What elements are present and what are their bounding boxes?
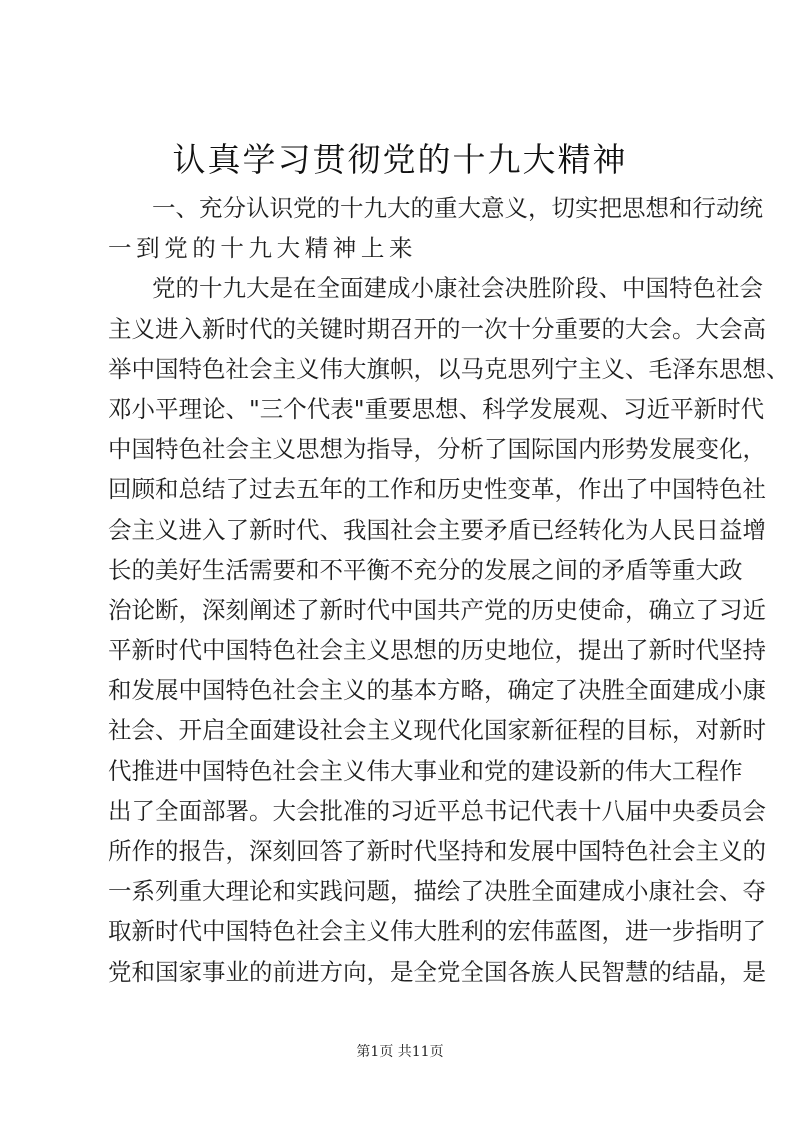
paragraph-line: 党的十九大是在全面建成小康社会决胜阶段、中国特色社会 xyxy=(152,274,763,303)
paragraph-line: 和发展中国特色社会主义的基本方略，确定了决胜全面建成小康 xyxy=(108,676,766,705)
paragraph-line: 党和国家事业的前进方向，是全党全国各族人民智慧的结晶，是 xyxy=(108,957,766,986)
paragraph-line: 社会、开启全面建设社会主义现代化国家新征程的目标，对新时 xyxy=(108,716,766,745)
paragraph-line: 取新时代中国特色社会主义伟大胜利的宏伟蓝图，进一步指明了 xyxy=(108,917,766,946)
paragraph-line: 平新时代中国特色社会主义思想的历史地位，提出了新时代坚持 xyxy=(108,636,766,665)
paragraph-line: 中国特色社会主义思想为指导，分析了国际国内形势发展变化， xyxy=(108,435,766,464)
paragraph-line: 举中国特色社会主义伟大旗帜，以马克思列宁主义、毛泽东思想、 xyxy=(108,354,790,383)
paragraph-line: 邓小平理论、"三个代表"重要思想、科学发展观、习近平新时代 xyxy=(108,394,765,423)
paragraph-line: 一系列重大理论和实践问题，描绘了决胜全面建成小康社会、夺 xyxy=(108,877,766,906)
section-heading-line: 一、充分认识党的十九大的重大意义，切实把思想和行动统 xyxy=(152,194,763,222)
paragraph-line: 所作的报告，深刻回答了新时代坚持和发展中国特色社会主义的 xyxy=(108,837,766,865)
paragraph-line: 长的美好生活需要和不平衡不充分的发展之间的矛盾等重大政 xyxy=(108,555,743,584)
document-title: 认真学习贯彻党的十九大精神 xyxy=(172,140,628,179)
page-number-footer: 第1页 共11页 xyxy=(356,1044,444,1060)
paragraph-line: 主义进入新时代的关键时期召开的一次十分重要的大会。大会高 xyxy=(108,314,766,343)
section-heading-line: 一到党的十九大精神上来 xyxy=(108,234,418,263)
paragraph-line: 治论断，深刻阐述了新时代中国共产党的历史使命，确立了习近 xyxy=(108,595,766,624)
paragraph-line: 会主义进入了新时代、我国社会主要矛盾已经转化为人民日益增 xyxy=(108,515,766,544)
paragraph-line: 回顾和总结了过去五年的工作和历史性变革，作出了中国特色社 xyxy=(108,475,766,504)
paragraph-line: 代推进中国特色社会主义伟大事业和党的建设新的伟大工程作 xyxy=(108,756,743,785)
paragraph-line: 出了全面部署。大会批准的习近平总书记代表十八届中央委员会 xyxy=(108,796,766,825)
document-body xyxy=(108,188,790,992)
